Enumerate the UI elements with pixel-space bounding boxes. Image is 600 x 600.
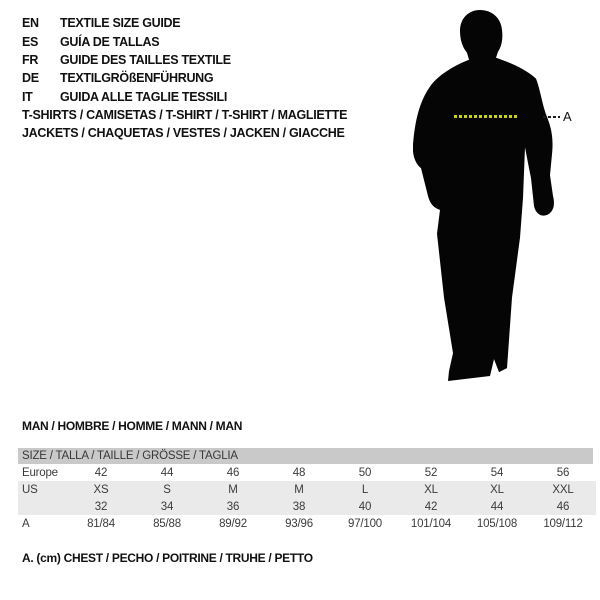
size-cell: 89/92: [219, 517, 247, 530]
size-cell: 101/104: [410, 517, 452, 530]
size-cell: 46: [556, 500, 570, 513]
size-row-europe: [18, 464, 596, 481]
size-cell: 85/88: [153, 517, 181, 530]
measure-line-extension: [543, 116, 560, 118]
language-title: TEXTILGRÖßENFÜHRUNG: [60, 71, 214, 86]
category-line-jackets: JACKETS / CHAQUETAS / VESTES / JACKEN / GIACCHE: [22, 126, 345, 140]
size-table: [18, 448, 596, 532]
size-cell: 97/100: [348, 517, 382, 530]
man-silhouette-image: [413, 8, 563, 386]
size-cell: 36: [226, 500, 240, 513]
size-cell: 52: [424, 466, 438, 479]
size-cell: 54: [490, 466, 504, 479]
size-table-header: SIZE / TALLA / TAILLE / GRÖSSE / TAGLIA: [18, 448, 593, 464]
language-code: DE: [22, 71, 39, 86]
size-row-us-numbers: [18, 498, 596, 515]
size-cell: 93/96: [285, 517, 313, 530]
row-label: Europe: [22, 466, 58, 479]
size-row-us-letters: [18, 481, 596, 498]
size-row-chest-cm: [18, 515, 596, 532]
language-title: GUIDA ALLE TAGLIE TESSILI: [60, 89, 228, 104]
measure-label-a: A: [563, 109, 572, 124]
size-cell: 40: [358, 500, 372, 513]
section-title-man: MAN / HOMBRE / HOMME / MANN / MAN: [22, 419, 243, 433]
size-cell: XL: [424, 483, 438, 496]
size-cell: 42: [94, 466, 108, 479]
size-cell: XL: [490, 483, 504, 496]
language-title: TEXTILE SIZE GUIDE: [60, 16, 181, 31]
size-cell: 48: [292, 466, 306, 479]
size-cell: 81/84: [87, 517, 115, 530]
size-cell: M: [294, 483, 304, 496]
size-cell: 44: [490, 500, 504, 513]
size-cell: L: [361, 483, 369, 496]
category-line-tshirts: T-SHIRTS / CAMISETAS / T-SHIRT / T-SHIRT / MAGLIETTE: [22, 108, 348, 122]
size-cell: 44: [160, 466, 174, 479]
size-cell: XXL: [552, 483, 574, 496]
size-cell: 109/112: [543, 517, 583, 530]
size-cell: 38: [292, 500, 306, 513]
size-cell: XS: [93, 483, 109, 496]
size-cell: 32: [94, 500, 108, 513]
language-code: IT: [22, 89, 33, 104]
language-code: ES: [22, 34, 39, 49]
language-title: GUIDE DES TAILLES TEXTILE: [60, 52, 231, 67]
size-cell: 56: [556, 466, 570, 479]
size-cell: 46: [226, 466, 240, 479]
row-label: A: [22, 517, 30, 530]
language-code: FR: [22, 52, 39, 67]
size-cell: M: [228, 483, 238, 496]
size-cell: S: [163, 483, 171, 496]
size-cell: 50: [358, 466, 372, 479]
language-title: GUÍA DE TALLAS: [60, 34, 160, 49]
footnote-chest: A. (cm) CHEST / PECHO / POITRINE / TRUHE / PETTO: [22, 551, 313, 565]
chest-measure-line: [454, 115, 518, 118]
size-cell: 105/108: [476, 517, 518, 530]
size-cell: 42: [424, 500, 438, 513]
size-cell: 34: [160, 500, 174, 513]
row-label: US: [22, 483, 38, 496]
language-code: EN: [22, 16, 39, 31]
